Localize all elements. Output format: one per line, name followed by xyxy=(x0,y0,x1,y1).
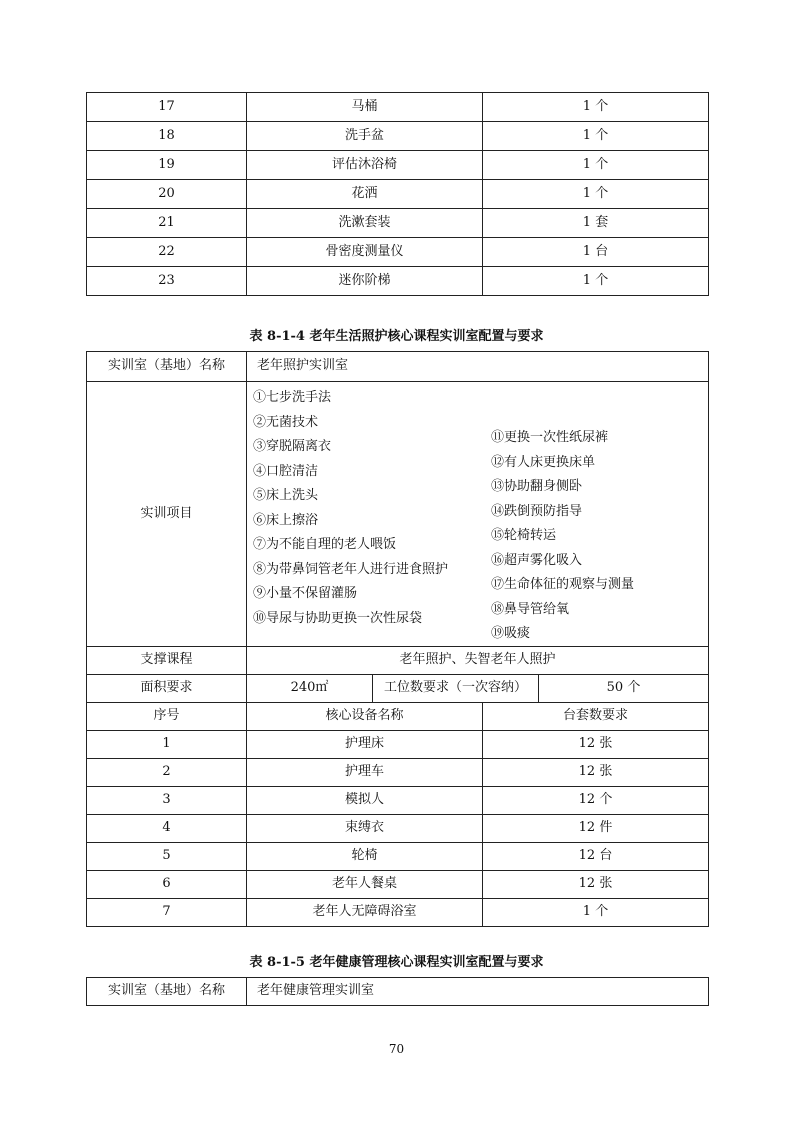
page-number: 70 xyxy=(388,1042,405,1056)
quantity: 1 套 xyxy=(483,209,709,238)
quantity: 12 台 xyxy=(483,843,709,871)
quantity: 1 个 xyxy=(483,151,709,180)
equipment-name: 护理床 xyxy=(247,731,483,759)
area-label: 面积要求 xyxy=(87,675,247,703)
training-item: ⑱鼻导管给氧 xyxy=(491,601,570,617)
equipment-table-continued xyxy=(86,92,709,296)
equipment-name: 迷你阶梯 xyxy=(247,267,483,296)
row-number: 6 xyxy=(87,871,247,899)
station-label: 工位数要求（一次容纳） xyxy=(373,675,539,703)
equipment-name: 洗漱套装 xyxy=(247,209,483,238)
training-item: ⑭跌倒预防指导 xyxy=(491,503,583,519)
quantity: 1 个 xyxy=(483,267,709,296)
row-number: 22 xyxy=(87,238,247,267)
equipment-name: 马桶 xyxy=(247,93,483,122)
header-no: 序号 xyxy=(87,703,247,731)
training-item: ⑯超声雾化吸入 xyxy=(491,552,583,568)
training-items-cell xyxy=(247,382,709,647)
row-number: 19 xyxy=(87,151,247,180)
training-item: ⑦为不能自理的老人喂饭 xyxy=(253,537,397,552)
training-item: ⑩导尿与协助更换一次性尿袋 xyxy=(253,610,423,626)
training-item: ⑪更换一次性纸尿裤 xyxy=(491,430,609,445)
area-value: 240㎡ xyxy=(247,675,373,703)
training-item: ②无菌技术 xyxy=(253,414,319,430)
equipment-name: 花洒 xyxy=(247,180,483,209)
training-item: ⑨小量不保留灌肠 xyxy=(253,586,358,601)
equipment-name: 洗手盆 xyxy=(247,122,483,151)
quantity: 1 个 xyxy=(483,180,709,209)
room-name-label: 实训室（基地）名称 xyxy=(87,352,247,382)
station-value: 50 个 xyxy=(539,675,709,703)
table-caption-8-1-4: 表 8-1-4 老年生活照护核心课程实训室配置与要求 xyxy=(249,329,544,344)
table-caption-8-1-5: 表 8-1-5 老年健康管理核心课程实训室配置与要求 xyxy=(249,955,544,970)
row-number: 18 xyxy=(87,122,247,151)
support-course-value: 老年照护、失智老年人照护 xyxy=(247,647,709,675)
header-quantity: 台套数要求 xyxy=(483,703,709,731)
quantity: 1 个 xyxy=(483,93,709,122)
training-item: ①七步洗手法 xyxy=(253,390,332,405)
row-number: 2 xyxy=(87,759,247,787)
training-items-left-list xyxy=(253,386,448,631)
table-row xyxy=(87,209,709,238)
table-row xyxy=(87,731,709,759)
training-item: ⑲吸痰 xyxy=(491,626,531,641)
row-number: 5 xyxy=(87,843,247,871)
row-number: 23 xyxy=(87,267,247,296)
training-item: ⑮轮椅转运 xyxy=(491,528,557,543)
training-item: ⑬协助翻身侧卧 xyxy=(491,479,583,494)
training-item: ③穿脱隔离衣 xyxy=(253,439,332,454)
row-number: 1 xyxy=(87,731,247,759)
table-row xyxy=(87,267,709,296)
table-row xyxy=(87,843,709,871)
quantity: 1 个 xyxy=(483,899,709,927)
row-number: 7 xyxy=(87,899,247,927)
quantity: 1 个 xyxy=(483,122,709,151)
table-row xyxy=(87,122,709,151)
quantity: 12 个 xyxy=(483,787,709,815)
table-row xyxy=(87,871,709,899)
header-equipment-name: 核心设备名称 xyxy=(247,703,483,731)
row-number: 20 xyxy=(87,180,247,209)
table-row xyxy=(87,151,709,180)
equipment-name: 轮椅 xyxy=(247,843,483,871)
row-number: 4 xyxy=(87,815,247,843)
equipment-name: 模拟人 xyxy=(247,787,483,815)
room-name-value-2: 老年健康管理实训室 xyxy=(247,978,709,1006)
training-room-table-8-1-4 xyxy=(86,351,709,927)
row-number: 17 xyxy=(87,93,247,122)
table-row xyxy=(87,93,709,122)
training-items-right-list xyxy=(491,426,634,647)
room-name-value: 老年照护实训室 xyxy=(247,352,709,382)
table-row xyxy=(87,899,709,927)
equipment-name: 老年人餐桌 xyxy=(247,871,483,899)
quantity: 12 张 xyxy=(483,759,709,787)
equipment-name: 护理车 xyxy=(247,759,483,787)
training-item: ⑫有人床更换床单 xyxy=(491,454,596,470)
table-row xyxy=(87,815,709,843)
quantity: 12 张 xyxy=(483,871,709,899)
table-row xyxy=(87,238,709,267)
training-item: ⑥床上擦浴 xyxy=(253,512,319,528)
equipment-name: 骨密度测量仪 xyxy=(247,238,483,267)
training-item: ④口腔清洁 xyxy=(253,463,319,479)
table-row xyxy=(87,759,709,787)
room-name-label-2: 实训室（基地）名称 xyxy=(87,978,247,1006)
quantity: 1 台 xyxy=(483,238,709,267)
row-number: 21 xyxy=(87,209,247,238)
training-room-table-8-1-5 xyxy=(86,977,709,1006)
quantity: 12 件 xyxy=(483,815,709,843)
equipment-name: 束缚衣 xyxy=(247,815,483,843)
quantity: 12 张 xyxy=(483,731,709,759)
training-items-label: 实训项目 xyxy=(87,382,247,647)
table-row xyxy=(87,180,709,209)
support-course-label: 支撑课程 xyxy=(87,647,247,675)
equipment-name: 评估沐浴椅 xyxy=(247,151,483,180)
training-item: ⑧为带鼻饲管老年人进行进食照护 xyxy=(253,561,449,577)
row-number: 3 xyxy=(87,787,247,815)
equipment-name: 老年人无障碍浴室 xyxy=(247,899,483,927)
training-item: ⑰生命体征的观察与测量 xyxy=(491,577,635,592)
table-row xyxy=(87,787,709,815)
training-item: ⑤床上洗头 xyxy=(253,488,319,503)
